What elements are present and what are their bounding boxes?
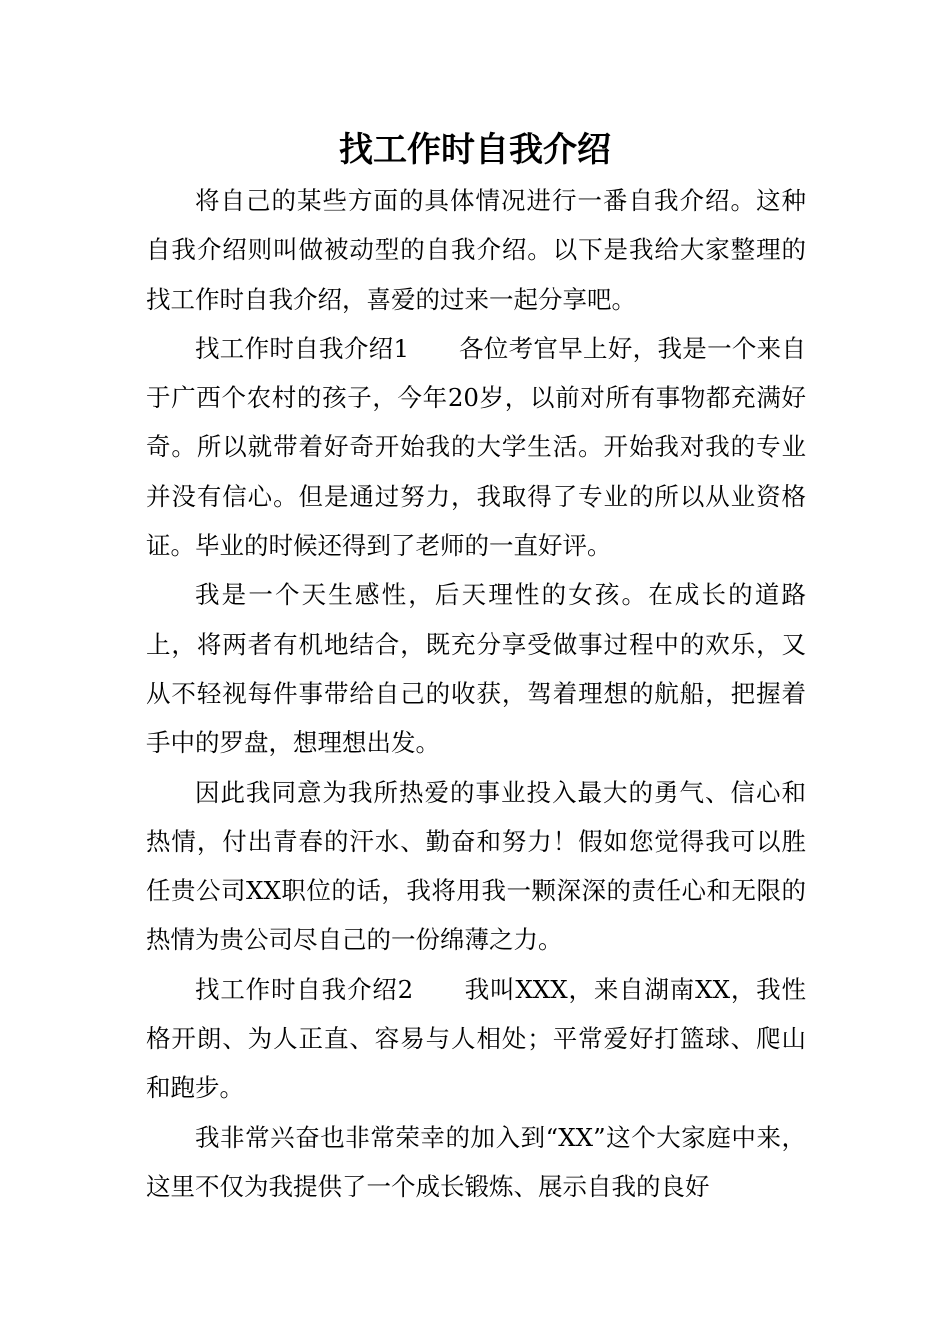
paragraph-example-2: 找工作时自我介绍2 我叫XXX，来自湖南XX，我性格开朗、为人正直、容易与人相处；平常爱好打篮球、爬山和跑步。	[146, 974, 806, 1103]
paragraph-commitment: 因此我同意为我所热爱的事业投入最大的勇气、信心和热情，付出青春的汗水、勤奋和努力！假如您觉得我可以胜任贵公司XX职位的话，我将用我一颗深深的责任心和无限的热情为贵公司尽自己的一份绵薄之力。	[146, 777, 806, 955]
paragraph-personality: 我是一个天生感性，后天理性的女孩。在成长的道路上，将两者有机地结合，既充分享受做事过程中的欢乐，又从不轻视每件事带给自己的收获，驾着理想的航船，把握着手中的罗盘，想理想出发。	[146, 580, 806, 758]
paragraph-example-1: 找工作时自我介绍1 各位考官早上好，我是一个来自于广西个农村的孩子，今年20岁，以前对所有事物都充满好奇。所以就带着好奇开始我的大学生活。开始我对我的专业并没有信心。但是通过努力，我取得了专业的所以从业资格证。毕业的时候还得到了老师的一直好评。	[146, 333, 806, 561]
document-title: 找工作时自我介绍	[339, 130, 611, 170]
paragraph-intro: 将自己的某些方面的具体情况进行一番自我介绍。这种自我介绍则叫做被动型的自我介绍。以下是我给大家整理的找工作时自我介绍，喜爱的过来一起分享吧。	[146, 186, 806, 314]
paragraph-joining: 我非常兴奋也非常荣幸的加入到“XX”这个大家庭中来，这里不仅为我提供了一个成长锻炼、展示自我的良好	[146, 1122, 806, 1201]
document-body	[146, 176, 806, 1211]
